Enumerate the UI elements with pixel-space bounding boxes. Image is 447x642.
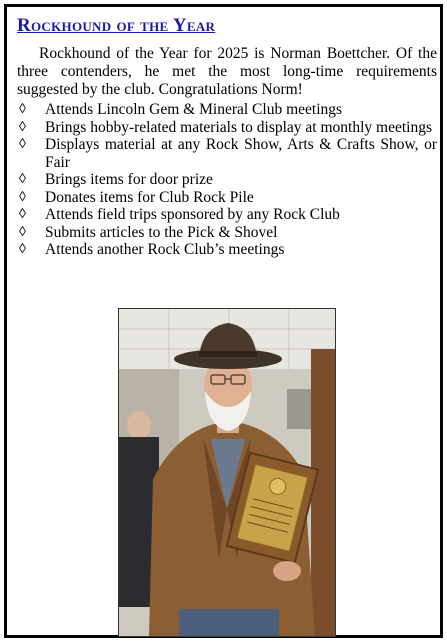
requirement-text: Attends another Rock Club’s meetings xyxy=(45,241,285,258)
diamond-bullet-icon: ◊ xyxy=(19,102,26,117)
jeans xyxy=(179,609,279,636)
requirement-text: Donates items for Club Rock Pile xyxy=(45,188,254,206)
article-intro: Rockhound of the Year for 2025 is Norman Boettcher. Of the three contenders, he met the most long-time requirements suggested by the club. Congratulations Norm! xyxy=(17,45,437,98)
list-item xyxy=(17,189,437,207)
hat-band xyxy=(199,351,257,357)
award-photo xyxy=(118,308,336,637)
list-item xyxy=(17,224,437,242)
background-person-head xyxy=(127,411,151,439)
requirement-text: Brings items for door prize xyxy=(45,171,213,188)
list-item xyxy=(17,206,437,224)
wall-sign xyxy=(287,389,311,429)
diamond-bullet-icon: ◊ xyxy=(19,242,26,257)
diamond-bullet-icon: ◊ xyxy=(19,172,26,187)
diamond-bullet-icon: ◊ xyxy=(19,189,26,205)
award-photo-illustration xyxy=(119,309,335,636)
hand xyxy=(273,561,301,581)
requirement-text: Brings hobby-related materials to display at monthly meetings xyxy=(45,118,432,136)
article-frame xyxy=(4,4,443,638)
diamond-bullet-icon: ◊ xyxy=(19,207,26,222)
article-title: Rockhound of the Year xyxy=(17,15,216,36)
requirement-text: Displays material at any Rock Show, Arts & Crafts Show, or Fair xyxy=(45,136,437,171)
requirement-text: Submits articles to the Pick & Shovel xyxy=(45,223,278,241)
requirement-text: Attends field trips sponsored by any Rock Club xyxy=(45,206,340,223)
list-item xyxy=(17,119,437,137)
requirements-list xyxy=(17,101,437,259)
list-item xyxy=(17,136,437,171)
list-item xyxy=(17,241,437,259)
list-item xyxy=(17,171,437,189)
diamond-bullet-icon: ◊ xyxy=(19,119,26,135)
diamond-bullet-icon: ◊ xyxy=(19,224,26,240)
diamond-bullet-icon: ◊ xyxy=(19,137,26,152)
list-item xyxy=(17,101,437,119)
wooden-door-frame xyxy=(311,349,335,636)
requirement-text: Attends Lincoln Gem & Mineral Club meetings xyxy=(45,101,343,118)
